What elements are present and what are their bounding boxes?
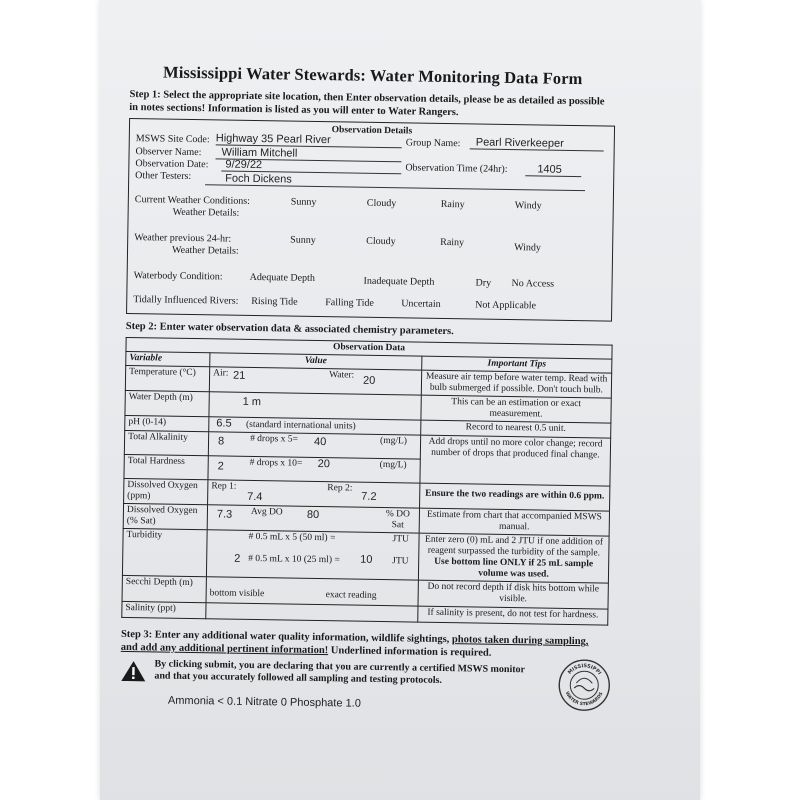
weather-prev-label: Weather previous 24-hr: xyxy=(134,232,232,245)
turbidity-label: Turbidity xyxy=(122,528,207,576)
time-label: Observation Time (24hr): xyxy=(405,162,508,175)
salinity-tip: If salinity is present, do not test for hardness. xyxy=(418,606,608,625)
observer-label: Observer Name: xyxy=(135,146,202,159)
secchi-option-bottom-visible[interactable]: bottom visible xyxy=(209,588,265,600)
step2-heading: Step 2: Enter water observation data & associated chemistry parameters. xyxy=(125,320,454,338)
rep2-value[interactable]: 7.2 xyxy=(361,490,377,503)
tidal-option-uncertain[interactable]: Uncertain xyxy=(401,298,441,310)
step3-instructions xyxy=(121,628,607,662)
time-field[interactable]: 1405 xyxy=(525,163,581,177)
salinity-label: Salinity (ppt) xyxy=(122,601,206,618)
hardness-unit: (mg/L) xyxy=(379,459,407,471)
alkalinity-value-cell xyxy=(208,432,420,459)
rep1-label: Rep 1: xyxy=(211,481,237,492)
observation-details-box xyxy=(126,118,615,322)
do-ppm-tip: Ensure the two readings are within 0.6 ppm. xyxy=(420,483,610,511)
step3-text-c: Underlined information is required. xyxy=(330,645,492,659)
waterbody-option-adequate[interactable]: Adequate Depth xyxy=(249,271,315,284)
step3-text-a: Step 3: Enter any additional water quality information, wildlife sightings, xyxy=(120,628,450,646)
salinity-value-cell[interactable] xyxy=(206,603,418,622)
col-tips: Important Tips xyxy=(422,356,612,373)
hardness-value-cell xyxy=(208,456,420,483)
tidal-option-not-applicable[interactable]: Not Applicable xyxy=(475,299,537,312)
secchi-tip: Do not record depth if disk hits bottom while visible. xyxy=(418,580,608,609)
temperature-value-cell xyxy=(209,367,421,395)
temperature-tip: Measure air temp before water temp. Read with bulb submerged if possible. Don't touch bulb. xyxy=(421,370,611,398)
ph-note: (standard international units) xyxy=(245,419,356,432)
turbidity-tip-cell xyxy=(418,533,609,583)
waterbody-option-dry[interactable]: Dry xyxy=(475,277,492,289)
air-value[interactable]: 21 xyxy=(232,369,246,382)
waterbody-label: Waterbody Condition: xyxy=(133,270,223,283)
waterbody-option-inadequate[interactable]: Inadequate Depth xyxy=(363,275,435,288)
rep1-value[interactable]: 7.4 xyxy=(247,490,263,504)
weather-prev-option-windy[interactable]: Windy xyxy=(514,242,542,254)
observer-field[interactable]: William Mitchell xyxy=(215,146,401,162)
warning-icon xyxy=(120,660,146,682)
weather-option-rainy[interactable]: Rainy xyxy=(440,198,465,211)
observation-data-caption: Observation Data xyxy=(126,337,612,359)
date-field[interactable]: 9/29/22 xyxy=(221,158,401,174)
col-value: Value xyxy=(210,353,422,370)
date-label: Observation Date: xyxy=(135,158,209,171)
testers-field[interactable]: Foch Dickens xyxy=(205,172,585,191)
turbidity-drops2[interactable]: 2 xyxy=(234,552,241,565)
do-sat-value[interactable]: 7.3 xyxy=(216,508,233,521)
alkalinity-label: Total Alkalinity xyxy=(124,430,208,455)
depth-tip: This can be an estimation or exact measurement. xyxy=(421,395,611,423)
alkalinity-mult: # drops x 5= xyxy=(250,433,299,445)
secchi-label: Secchi Depth (m) xyxy=(122,575,206,602)
do-sat-unit: % DO Sat xyxy=(385,509,411,531)
hardness-drops[interactable]: 2 xyxy=(217,460,224,473)
do-ppm-label: Dissolved Oxygen (ppm) xyxy=(124,478,208,504)
do-ppm-value-cell xyxy=(208,480,420,508)
form-title: Mississippi Water Stewards: Water Monitoring Data Form xyxy=(162,62,583,89)
warning-text: By clicking submit, you are declaring that you are currently a certified MSWS monitor and that you accurately followed all sampling and testing protocols. xyxy=(154,658,525,686)
alkalinity-result[interactable]: 40 xyxy=(313,435,327,449)
air-label: Air: xyxy=(213,368,229,379)
site-code-label: MSWS Site Code: xyxy=(135,133,210,146)
turbidity-line1: # 0.5 mL x 5 (50 ml) = xyxy=(248,531,336,544)
weather-prev-details-label: Weather Details: xyxy=(171,244,239,257)
turbidity-tip-b: Use bottom line ONLY if 25 mL sample volume was used. xyxy=(434,556,594,580)
testers-label: Other Testers: xyxy=(135,170,192,182)
msws-seal-logo xyxy=(558,659,611,712)
waterbody-option-no-access[interactable]: No Access xyxy=(511,278,555,290)
paper-sheet xyxy=(100,0,700,800)
do-sat-value-cell xyxy=(207,505,419,533)
tidal-label: Tidally Influenced Rivers: xyxy=(133,294,239,307)
weather-prev-option-sunny[interactable]: Sunny xyxy=(290,234,316,246)
weather-option-sunny[interactable]: Sunny xyxy=(290,196,317,208)
col-variable: Variable xyxy=(126,351,210,366)
water-label: Water: xyxy=(329,370,355,381)
weather-option-windy[interactable]: Windy xyxy=(514,200,542,212)
form-content xyxy=(120,62,616,714)
alkalinity-unit: (mg/L) xyxy=(379,435,408,447)
secchi-value-cell xyxy=(206,577,418,606)
hardness-label: Total Hardness xyxy=(124,454,208,479)
site-code-field[interactable]: Highway 35 Pearl River xyxy=(216,132,402,148)
ph-tip: Record to nearest 0.5 unit. xyxy=(421,420,611,438)
turbidity-value-cell xyxy=(206,530,419,580)
do-sat-label: Dissolved Oxygen (% Sat) xyxy=(123,503,207,529)
svg-text:MISSISSIPPI xyxy=(567,663,603,676)
group-name-field[interactable]: Pearl Riverkeeper xyxy=(470,136,604,151)
ph-value[interactable]: 6.5 xyxy=(216,417,232,430)
step3-text-b: photos taken during sampling, and add any additional pertinent information! xyxy=(120,634,589,657)
depth-label: Water Depth (m) xyxy=(125,390,209,416)
avg-do-label: Avg DO xyxy=(250,506,283,518)
additional-notes[interactable]: Ammonia < 0.1 Nitrate 0 Phosphate 1.0 xyxy=(167,694,361,710)
observation-data-table xyxy=(121,337,612,626)
hardness-mult: # drops x 10= xyxy=(249,457,303,469)
weather-label: Current Weather Conditions: xyxy=(134,194,251,207)
seal-text-bottom: WATER STEWARDS xyxy=(563,691,605,708)
tidal-option-falling[interactable]: Falling Tide xyxy=(325,297,374,309)
weather-prev-option-rainy[interactable]: Rainy xyxy=(440,236,465,249)
table-row-turbidity xyxy=(122,528,609,583)
turbidity-result2[interactable]: 10 xyxy=(360,553,373,566)
alkalinity-drops[interactable]: 8 xyxy=(217,435,225,448)
weather-prev-option-cloudy[interactable]: Cloudy xyxy=(366,235,396,248)
secchi-option-exact[interactable]: exact reading xyxy=(325,590,377,601)
do-sat-percent[interactable]: 80 xyxy=(306,508,320,522)
turbidity-unit2: JTU xyxy=(392,556,409,567)
water-value[interactable]: 20 xyxy=(362,374,376,387)
weather-option-cloudy[interactable]: Cloudy xyxy=(366,197,397,210)
alkalinity-tip: Add drops until no more color change; record number of drops that produced final change. xyxy=(420,435,611,486)
depth-value[interactable]: 1 m xyxy=(242,395,262,409)
rep2-label: Rep 2: xyxy=(327,483,353,494)
tidal-option-rising[interactable]: Rising Tide xyxy=(251,295,298,308)
step1-instructions: Step 1: Select the appropriate site location, then Enter observation details, please be as detailed as possible in notes sections! Information is listed as you will enter to Water Rangers. xyxy=(129,88,605,119)
observation-details-header: Observation Details xyxy=(331,125,413,137)
turbidity-tip-a: Enter zero (0) mL and 2 JTU if one addition of reagent surpassed the turbidity of the sample. xyxy=(424,534,604,559)
turbidity-line2: # 0.5 mL x 10 (25 ml) = xyxy=(248,553,340,566)
weather-details-label: Weather Details: xyxy=(172,206,240,219)
turbidity-unit1: JTU xyxy=(392,534,409,545)
do-sat-tip: Estimate from chart that accompanied MSWS manual. xyxy=(419,508,609,536)
hardness-result[interactable]: 20 xyxy=(317,457,331,471)
seal-text-top: MISSISSIPPI xyxy=(566,663,603,677)
depth-value-cell xyxy=(209,392,421,420)
ph-label: pH (0-14) xyxy=(125,415,209,431)
temperature-label: Temperature (°C) xyxy=(125,365,209,391)
group-name-label: Group Name: xyxy=(405,137,461,150)
